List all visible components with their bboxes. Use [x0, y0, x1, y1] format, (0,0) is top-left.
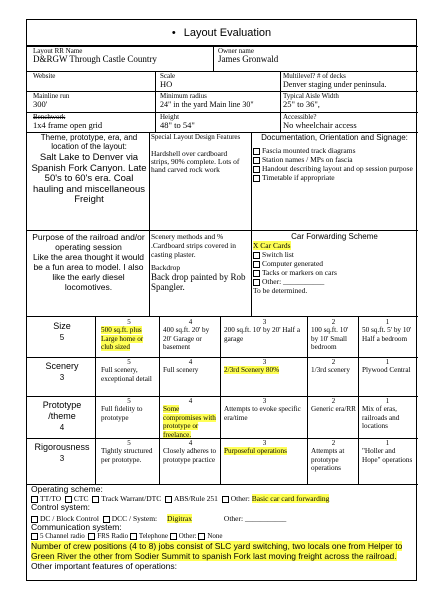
doc-item: Station names / MPs on fascia	[253, 155, 416, 164]
rating-option-text: Full scenery, exceptional detail	[101, 366, 152, 383]
form-header	[27, 20, 416, 46]
car-forwarding-item: Tacks or markers on cars	[253, 268, 416, 277]
height-value: 48" to 54"	[160, 120, 195, 130]
communication-label: Communication system:	[31, 522, 122, 532]
rating-name-cell	[29, 321, 95, 343]
control-system-label: Control system:	[31, 502, 91, 512]
rating-option	[163, 358, 218, 375]
checkbox-icon	[222, 496, 229, 503]
car-forwarding-item: To be determined.	[253, 286, 308, 295]
rating-score: 3	[59, 454, 65, 463]
checkbox-icon	[253, 279, 260, 286]
documentation-label: Documentation, Orientation and Signage:	[261, 133, 408, 142]
radius-label: Minimum radius	[160, 92, 207, 100]
scheme-other-value: Basic car card forwarding	[251, 494, 330, 503]
height-label: Height	[160, 113, 180, 121]
design-label: Special Layout Design Features	[151, 133, 241, 141]
rating-option-text: 200 sq.ft. 10' by 20' Half a garage	[224, 326, 301, 343]
backdrop-label: Backdrop	[151, 263, 181, 272]
evaluation-form	[26, 19, 417, 581]
scenery-methods-section	[151, 232, 249, 292]
rating-option-number: 4	[188, 439, 193, 447]
scale-label: Scale	[160, 72, 176, 80]
rating-score: 5	[59, 333, 65, 342]
mainline-value: 300'	[33, 99, 48, 109]
design-value: Hardshell over cardboard strips, 90% complete. Lots of hand carved rock work	[151, 149, 240, 174]
rating-option-number: 2	[331, 358, 336, 366]
rating-option-number: 4	[188, 358, 193, 366]
mainline-label: Mainline run	[33, 92, 70, 100]
rating-name: Scenery	[45, 361, 79, 371]
rating-option-number: 1	[385, 397, 390, 405]
rating-score: 4	[59, 423, 65, 432]
radius-value: 24" in the yard Main line 30"	[160, 100, 254, 109]
rating-option	[163, 439, 218, 464]
rating-option-text: "Holler and Hope" operations	[362, 447, 413, 464]
checkbox-icon	[253, 148, 260, 155]
layout-name-label: Layout RR Name	[33, 47, 83, 55]
rating-option-number: 5	[127, 397, 131, 405]
operating-section	[31, 485, 415, 571]
radius-field	[160, 92, 280, 110]
rating-option	[362, 439, 413, 464]
rating-option-number: 3	[262, 439, 267, 447]
benchwork-field	[33, 113, 153, 131]
rating-option-number: 2	[331, 397, 336, 405]
checkbox-icon	[253, 157, 260, 164]
rating-option-text: Mix of eras, railroads and locations	[362, 405, 400, 431]
car-forwarding-section	[253, 232, 416, 295]
rating-option-number: 2	[331, 318, 336, 326]
design-section	[151, 133, 247, 174]
theme-label: Theme, prototype, era, and location of the layout:	[40, 133, 138, 151]
rating-option-number: 4	[188, 397, 193, 405]
rating-option	[224, 358, 305, 375]
rating-name-cell	[29, 400, 95, 433]
rating-option-text: 500 sq.ft. plus Large home or club sized	[101, 326, 144, 352]
checkbox-icon	[170, 533, 177, 540]
checkbox-icon	[253, 166, 260, 173]
rating-option-text: Attempts to evoke specific era/time	[224, 405, 301, 422]
rating-option-text: Tightly structured per prototype.	[101, 447, 153, 464]
multilevel-value: Denver staging under peninsula.	[283, 80, 387, 89]
rating-score: 3	[59, 373, 65, 382]
communication-options: 5 Channel radio FRS Radio Telephone Other: None	[31, 532, 415, 541]
rating-option-number: 3	[262, 397, 267, 405]
rating-option-text: Full fidelity to prototype	[101, 405, 143, 422]
doc-item: Fascia mounted track diagrams	[253, 146, 416, 155]
checkbox-icon	[130, 533, 137, 540]
control-system-value: Digitrax	[167, 514, 193, 523]
rating-option-text: Closely adheres to prototype practice	[163, 447, 217, 464]
control-other: Other: ___________	[223, 514, 287, 523]
rating-name-cell	[29, 361, 95, 383]
rating-option-text: 400 sq.ft. 20' by 20' Garage or basement	[163, 326, 210, 352]
doc-item: Handout describing layout and op session purpose	[253, 164, 416, 173]
rating-option	[224, 439, 305, 456]
aisle-value: 25" to 36",	[283, 99, 320, 109]
rating-option	[163, 397, 218, 439]
owner-label: Owner name	[218, 47, 254, 55]
rating-option	[101, 318, 157, 352]
rating-option-text: 100 sq.ft. 10' by 10' Small bedroom	[311, 326, 349, 352]
rating-option-text: Some compromises with prototype or freelance.	[163, 405, 216, 439]
accessible-value: No wheelchair access	[283, 120, 357, 130]
benchwork-value: 1x4 frame open grid	[33, 120, 103, 130]
rating-option-number: 4	[188, 318, 193, 326]
car-forwarding-item: Switch list	[253, 250, 416, 259]
rating-option-text: 50 sq.ft. 5' by 10' Half a bedroom	[362, 326, 412, 343]
rating-option	[362, 397, 413, 431]
checkbox-icon	[31, 533, 38, 540]
documentation-section	[253, 133, 416, 182]
rating-name: Rigorousness	[34, 442, 90, 452]
rating-option-number: 1	[385, 358, 390, 366]
rating-option	[362, 318, 413, 343]
car-forwarding-item: Computer generated	[253, 259, 416, 268]
purpose-section	[29, 232, 148, 292]
accessible-field	[283, 113, 417, 131]
checkbox-icon	[253, 270, 260, 277]
checkbox-icon	[253, 252, 260, 259]
crew-positions: Number of crew positions (4 to 8) jobs consist of SLC yard switching, two locals one from Helper to Green River the other from Sodier Summit to spanish Fork last moving freight across the railroad.	[31, 541, 403, 561]
operating-scheme-label: Operating scheme:	[31, 485, 103, 494]
website-label: Website	[33, 72, 56, 80]
rating-name: Size	[53, 321, 71, 331]
multilevel-field	[283, 72, 417, 90]
rating-option-number: 2	[331, 439, 336, 447]
layout-name-value: D&RGW Through Castle Country	[33, 54, 157, 64]
control-system-options: DC / Block Control DCC / System: Digitrax Other: ___________	[31, 514, 415, 523]
rating-option	[311, 397, 356, 414]
rating-option-number: 1	[385, 439, 390, 447]
rating-option	[101, 439, 157, 464]
rating-option-text: Attempts at prototype operations	[311, 447, 345, 473]
doc-item: Timetable if appropriate	[253, 173, 416, 182]
rating-option	[163, 318, 218, 352]
other-features-label: Other important features of operations:	[31, 561, 177, 571]
owner-field	[218, 47, 398, 65]
rating-option-text: Full scenery	[163, 366, 199, 375]
rating-option	[101, 397, 157, 422]
owner-value: James Gronwald	[218, 54, 279, 64]
car-forwarding-item: Other: ___________	[253, 277, 416, 286]
rating-option	[224, 397, 305, 422]
rating-option-number: 1	[385, 318, 390, 326]
car-forwarding-item: X Car Cards	[253, 241, 291, 250]
rating-option-text: 1/3rd scenery	[311, 366, 350, 375]
car-forwarding-label: Car Forwarding Scheme	[291, 232, 378, 241]
rating-option-number: 5	[127, 439, 131, 447]
rating-option	[311, 439, 356, 473]
accessible-label: Accessible?	[283, 113, 317, 121]
rating-option-number: 5	[127, 358, 131, 366]
purpose-value: Like the area thought it would be a fun area to model. I also like the early diesel locomotives.	[32, 252, 145, 292]
purpose-label: Purpose of the railroad and/or operating session	[32, 232, 145, 252]
scale-value: HO	[160, 79, 173, 89]
rating-option-text: Plywood Central	[362, 366, 411, 375]
rating-name-cell	[29, 442, 95, 464]
rating-option-number: 3	[262, 358, 267, 366]
rating-option-number: 5	[127, 318, 131, 326]
benchwork-label: Benchwork	[33, 113, 66, 121]
aisle-label: Typical Aisle Width	[283, 92, 339, 100]
operating-scheme-options: TT/TO CTC Track Warrant/DTC ABS/Rule 251 Other: Basic car card forwarding	[31, 494, 415, 503]
checkbox-icon	[198, 533, 205, 540]
rating-option	[311, 358, 356, 375]
rating-option-text: Purposeful operations	[224, 447, 287, 456]
checkbox-icon	[165, 496, 172, 503]
form-title: Layout Evaluation	[183, 27, 272, 39]
layout-name-field	[33, 47, 208, 65]
checkbox-icon	[92, 496, 99, 503]
mainline-field	[33, 92, 153, 110]
rating-option	[101, 358, 157, 383]
rating-option	[311, 318, 356, 352]
checkbox-icon	[253, 261, 260, 268]
checkbox-icon	[253, 175, 260, 182]
multilevel-label: Multilevel? # of decks	[283, 72, 346, 80]
rating-option-text: 2/3rd Scenery 80%	[224, 366, 280, 375]
website-field	[33, 72, 153, 80]
rating-name: Prototype /theme	[42, 400, 82, 421]
backdrop-value: Back drop painted by Rob Spangler.	[151, 272, 246, 292]
bullet-icon: •	[171, 27, 176, 39]
rating-option	[224, 318, 305, 343]
rating-option	[362, 358, 413, 375]
rating-option-number: 3	[262, 318, 267, 326]
rating-option-text: Generic era/RR	[311, 405, 356, 414]
theme-section	[29, 133, 149, 206]
aisle-field	[283, 92, 417, 110]
checkbox-icon	[88, 533, 95, 540]
theme-value: Salt Lake to Denver via Spanish Fork Canyon. Late 50's to 60's era. Coal hauling and miscellaneous Freight	[31, 152, 147, 205]
scenery-methods-value: Scenery methods and % .Cardboard strips covered in casting plaster.	[151, 232, 236, 259]
height-field	[160, 113, 280, 131]
scale-field	[160, 72, 280, 90]
